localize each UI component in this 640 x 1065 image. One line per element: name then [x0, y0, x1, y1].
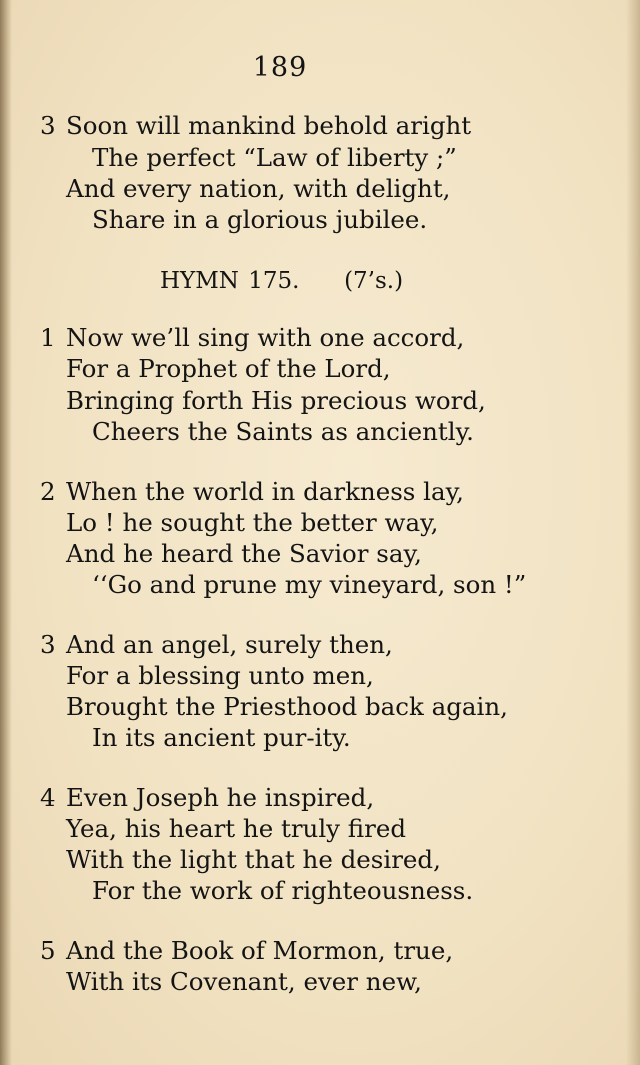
stanza-line: Share in a glorious jubilee. [92, 205, 428, 234]
page-outer-edge [626, 0, 640, 1065]
stanza-line: And the Book of Mormon, true, [66, 936, 454, 965]
stanza-number: 2 [40, 477, 56, 506]
stanza-line: And an angel, surely then, [66, 630, 393, 659]
stanza-line: The perfect “Law of liberty ;” [92, 143, 457, 172]
stanza-number: 4 [40, 783, 56, 812]
stanza-number: 3 [40, 111, 56, 140]
stanza-line: For a blessing unto men, [66, 661, 374, 690]
stanza-line: And he heard the Savior say, [66, 539, 422, 568]
stanza-number: 1 [40, 323, 56, 352]
stanza-line: ‘‘Go and prune my vineyard, son !” [92, 570, 527, 599]
stanza-line: For a Prophet of the Lord, [66, 354, 391, 383]
hymn-meter: (7’s.) [344, 268, 404, 294]
stanza-line: Now we’ll sing with one accord, [66, 323, 465, 352]
stanza-line: Lo ! he sought the better way, [66, 508, 439, 537]
stanza-line: Cheers the Saints as anciently. [92, 417, 474, 446]
stanza-line: With its Covenant, ever new, [66, 967, 422, 996]
stanza-line: Yea, his heart he truly fired [66, 814, 407, 843]
page-binding-edge [0, 0, 12, 1065]
stanza-line: Bringing forth His precious word, [66, 386, 486, 415]
hymn-heading [160, 268, 403, 294]
page-number: 189 [252, 52, 308, 83]
stanza-line: When the world in darkness lay, [66, 477, 464, 506]
stanza-line: Soon will mankind behold aright [66, 111, 472, 140]
stanza-line: With the light that he desired, [66, 845, 441, 874]
stanza-line: Brought the Priesthood back again, [66, 692, 508, 721]
stanza-line: In its ancient pur-ity. [92, 723, 351, 752]
stanza-line: For the work of righteousness. [92, 876, 474, 905]
stanza-number: 5 [40, 936, 56, 965]
hymn-title: HYMN 175. [160, 268, 300, 294]
stanza-number: 3 [40, 630, 56, 659]
stanza-line: Even Joseph he inspired, [66, 783, 375, 812]
stanza-line: And every nation, with delight, [66, 174, 451, 203]
